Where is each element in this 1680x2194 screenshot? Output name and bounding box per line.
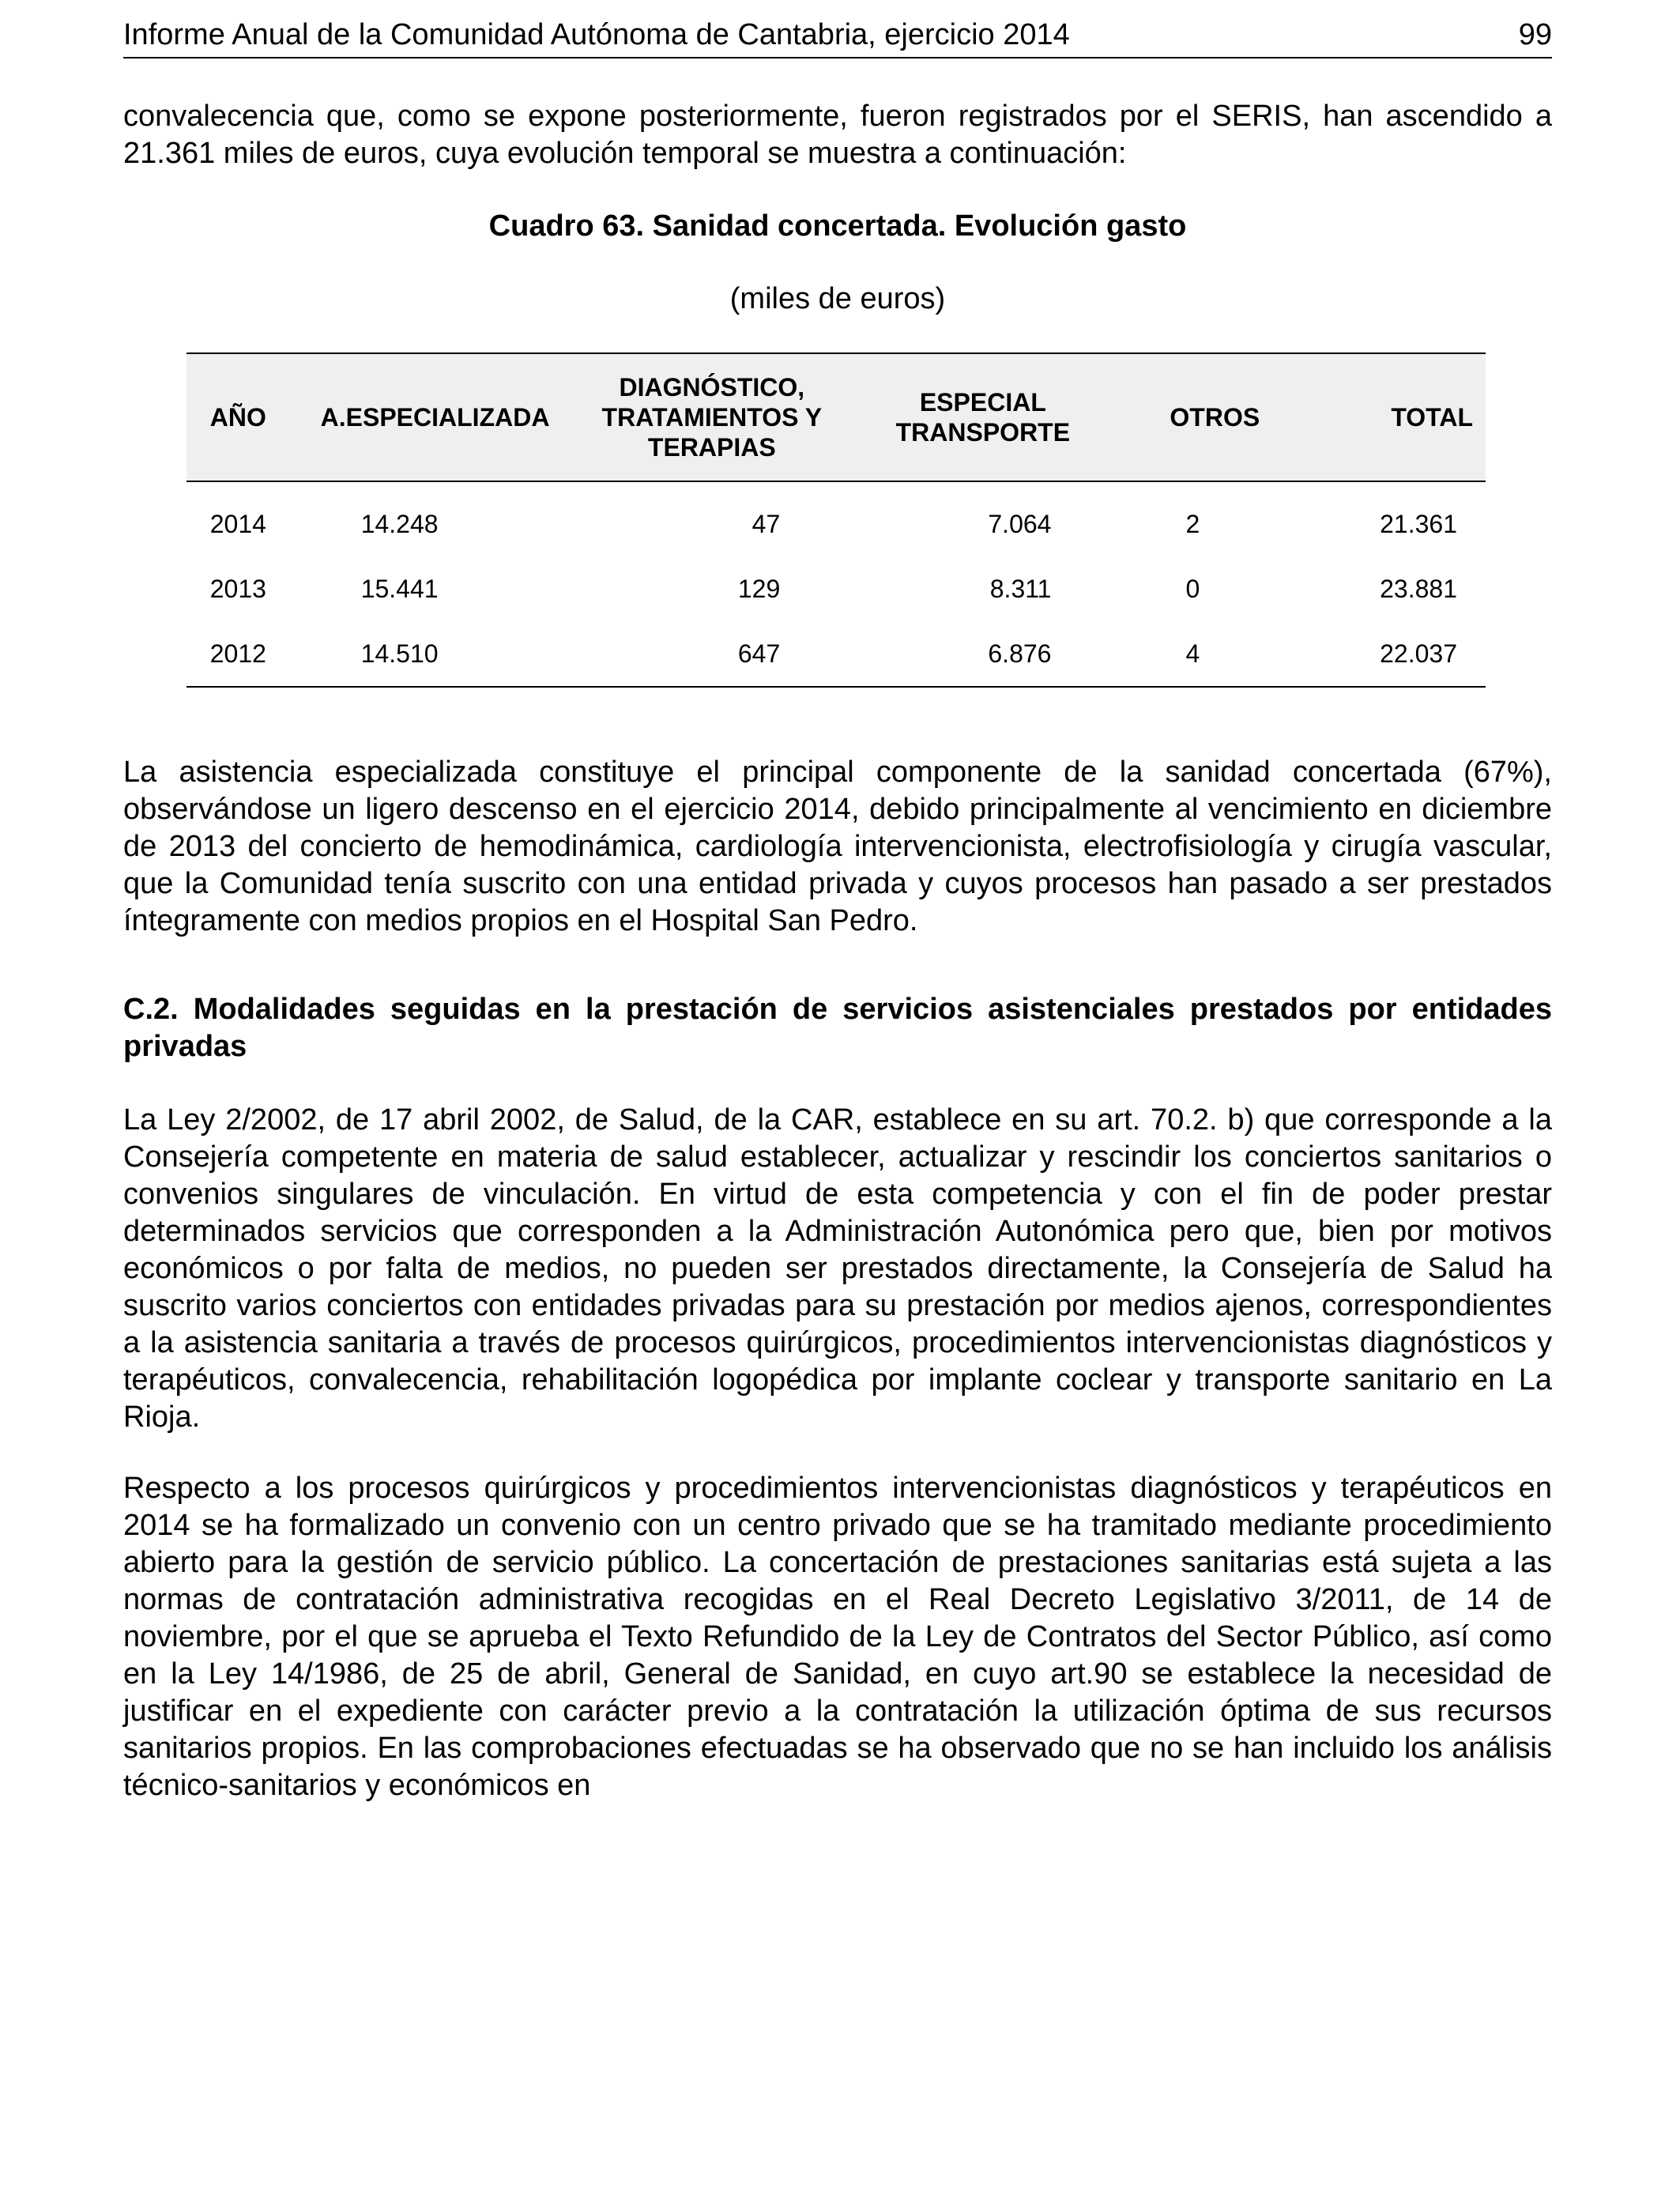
table-caption: Cuadro 63. Sanidad concertada. Evolución gasto xyxy=(488,209,1187,243)
cell-year: 2013 xyxy=(209,574,266,603)
expenditure-table xyxy=(186,352,1486,688)
col-header-total: TOTAL xyxy=(1307,353,1486,481)
section-heading: C.2. Modalidades seguidas en la prestación de servicios asistenciales prestados por entidades privadas xyxy=(123,993,1552,1063)
col-header-otros: OTROS xyxy=(1122,353,1307,481)
cell-year: 2012 xyxy=(186,621,290,687)
page-number: 99 xyxy=(1518,18,1552,51)
cell-transporte: 6.876 xyxy=(843,621,1122,687)
cell-especializada: 14.248 xyxy=(360,509,439,538)
col-header-transporte-line2: TRANSPORTE xyxy=(895,418,1071,447)
cell-especializada: 14.510 xyxy=(290,621,581,687)
running-header xyxy=(123,16,1552,58)
col-header-year: AÑO xyxy=(186,353,290,481)
cell-transporte: 8.311 xyxy=(989,574,1052,603)
cell-total: 22.037 xyxy=(1307,621,1486,687)
col-header-diagnostico-line1: DIAGNÓSTICO, xyxy=(619,373,805,401)
table-row xyxy=(186,481,1486,556)
col-header-diagnostico xyxy=(580,353,843,481)
cell-transporte: 7.064 xyxy=(988,509,1052,538)
table-units: (miles de euros) xyxy=(729,282,946,315)
cell-total: 23.881 xyxy=(1380,574,1457,603)
cell-otros: 2 xyxy=(1185,509,1200,538)
header-title: Informe Anual de la Comunidad Autónoma de Cantabria, ejercicio 2014 xyxy=(123,18,1070,51)
cell-diagnostico: 129 xyxy=(737,574,781,603)
paragraph-asistencia: La asistencia especializada constituye el principal componente de la sanidad concertada (67%), observándose un ligero descenso en el ejercicio 2014, debido principalmente al vencimiento en diciembre de 2013 del concierto de hemodinámica, cardiología intervencionista, electrofisiología y cirugía vascular, que la Comunidad tenía suscrito con una entidad privada y cuyos procesos han pasado a ser prestados íntegramente con medios propios en el Hospital San Pedro. xyxy=(123,756,1552,937)
col-header-diagnostico-line2: TRATAMIENTOS Y xyxy=(601,403,823,432)
intro-paragraph: convalecencia que, como se expone posteriormente, fueron registrados por el SERIS, han ascendido a 21.361 miles de euros, cuya evolución temporal se muestra a continuación: xyxy=(123,100,1552,170)
table-row xyxy=(186,621,1486,687)
paragraph-ley: La Ley 2/2002, de 17 abril 2002, de Salud, de la CAR, establece en su art. 70.2. b) que corresponde a la Consejería competente en materia de salud establecer, actualizar y rescindir los conciertos sanitarios o convenios singulares de vinculación. En virtud de esta competencia y con el fin de poder prestar determinados servicios que corresponden a la Administración Autonómica pero que, bien por motivos económicos o por falta de medios, no pueden ser prestados directamente, la Consejería de Salud ha suscrito varios conciertos con entidades privadas para su prestación por medios ajenos, correspondientes a la asistencia sanitaria a través de procesos quirúrgicos, procedimientos intervencionistas diagnósticos y terapéuticos, convalecencia, rehabilitación logopédica por implante coclear y transporte sanitario en La Rioja. xyxy=(123,1103,1552,1434)
cell-total: 21.361 xyxy=(1380,509,1457,538)
cell-otros: 0 xyxy=(1185,574,1200,603)
col-header-especializada: A.ESPECIALIZADA xyxy=(290,353,581,481)
cell-especializada: 15.441 xyxy=(360,574,439,603)
cell-diagnostico: 47 xyxy=(751,509,781,538)
col-header-diagnostico-line3: TERAPIAS xyxy=(647,433,776,462)
cell-otros: 4 xyxy=(1122,621,1307,687)
col-header-transporte xyxy=(843,353,1122,481)
cell-year: 2014 xyxy=(209,509,266,538)
paragraph-procesos: Respecto a los procesos quirúrgicos y procedimientos intervencionistas diagnósticos y terapéuticos en 2014 se ha formalizado un convenio con un centro privado que se ha tramitado mediante procedimiento abierto para la gestión de servicio público. La concertación de prestaciones sanitarias está sujeta a las normas de contratación administrativa recogidas en el Real Decreto Legislativo 3/2011, de 14 de noviembre, por el que se aprueba el Texto Refundido de la Ley de Contratos del Sector Público, así como en la Ley 14/1986, de 25 de abril, General de Sanidad, en cuyo art.90 se establece la necesidad de justificar en el expediente con carácter previo a la contratación la utilización óptima de sus recursos sanitarios propios. En las comprobaciones efectuadas se ha observado que no se han incluido los análisis técnico-sanitarios y económicos en xyxy=(123,1472,1552,1802)
col-header-transporte-line1: ESPECIAL xyxy=(919,388,1046,417)
table-header-row xyxy=(186,353,1486,481)
table-row xyxy=(186,556,1486,621)
cell-diagnostico: 647 xyxy=(580,621,843,687)
